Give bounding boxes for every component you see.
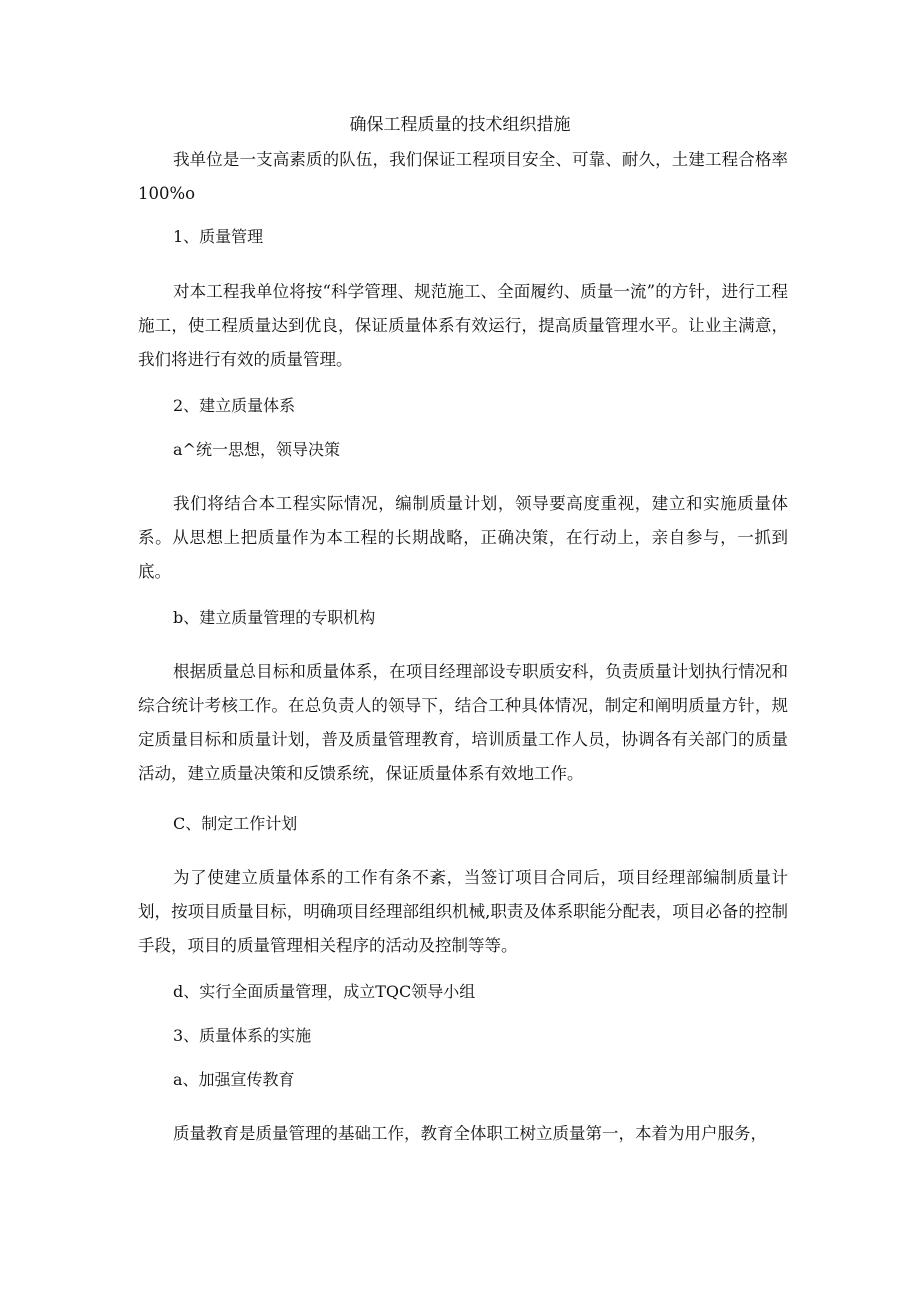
section-heading-quality-management: 1、质量管理 <box>173 227 264 246</box>
work-plan-paragraph: 为了使建立质量体系的工作有条不紊，当签订项目合同后，项目经理部编制质量计划，按项目质量目标，明确项目经理部组织机械,职责及体系职能分配表，项目必备的控制手段，项目的质量管理相关程序的活动及控制等等。 <box>138 868 788 955</box>
quality-management-paragraph: 对本工程我单位将按“科学管理、规范施工、全面履约、质量一流”的方针，进行工程施工，使工程质量达到优良，保证质量体系有效运行，提高质量管理水平。让业主满意，我们将进行有效的质量管理。 <box>138 282 788 369</box>
subheading-dedicated-agency: b、建立质量管理的专职机构 <box>173 608 376 627</box>
dedicated-agency-paragraph: 根据质量总目标和质量体系，在项目经理部设专职质安科，负责质量计划执行情况和综合统计考核工作。在总负责人的领导下，结合工种具体情况，制定和阐明质量方针，规定质量目标和质量计划，普及质量管理教育，培训质量工作人员，协调各有关部门的质量活动，建立质量决策和反馈系统，保证质量体系有效地工作。 <box>138 662 788 783</box>
unify-thinking-paragraph: 我们将结合本工程实际情况，编制质量计划，领导要高度重视，建立和实施质量体系。从思想上把质量作为本工程的长期战略，正确决策，在行动上，亲自参与，一抓到底。 <box>138 494 788 581</box>
section-heading-quality-system: 2、建立质量体系 <box>173 396 296 415</box>
intro-paragraph: 我单位是一支高素质的队伍，我们保证工程项目安全、可靠、耐久，土建工程合格率100%o <box>138 150 788 203</box>
subheading-unify-thinking: a^统一思想，领导决策 <box>173 440 340 459</box>
subheading-tqc-group: d、实行全面质量管理，成立TQC领导小组 <box>173 982 476 1001</box>
publicity-education-paragraph: 质量教育是质量管理的基础工作，教育全体职工树立质量第一，本着为用户服务， <box>173 1124 767 1143</box>
subheading-publicity-education: a、加强宣传教育 <box>173 1070 295 1089</box>
section-heading-implementation: 3、质量体系的实施 <box>173 1026 312 1045</box>
subheading-work-plan: C、制定工作计划 <box>173 814 298 833</box>
document-title: 确保工程质量的技术组织措施 <box>349 115 571 135</box>
